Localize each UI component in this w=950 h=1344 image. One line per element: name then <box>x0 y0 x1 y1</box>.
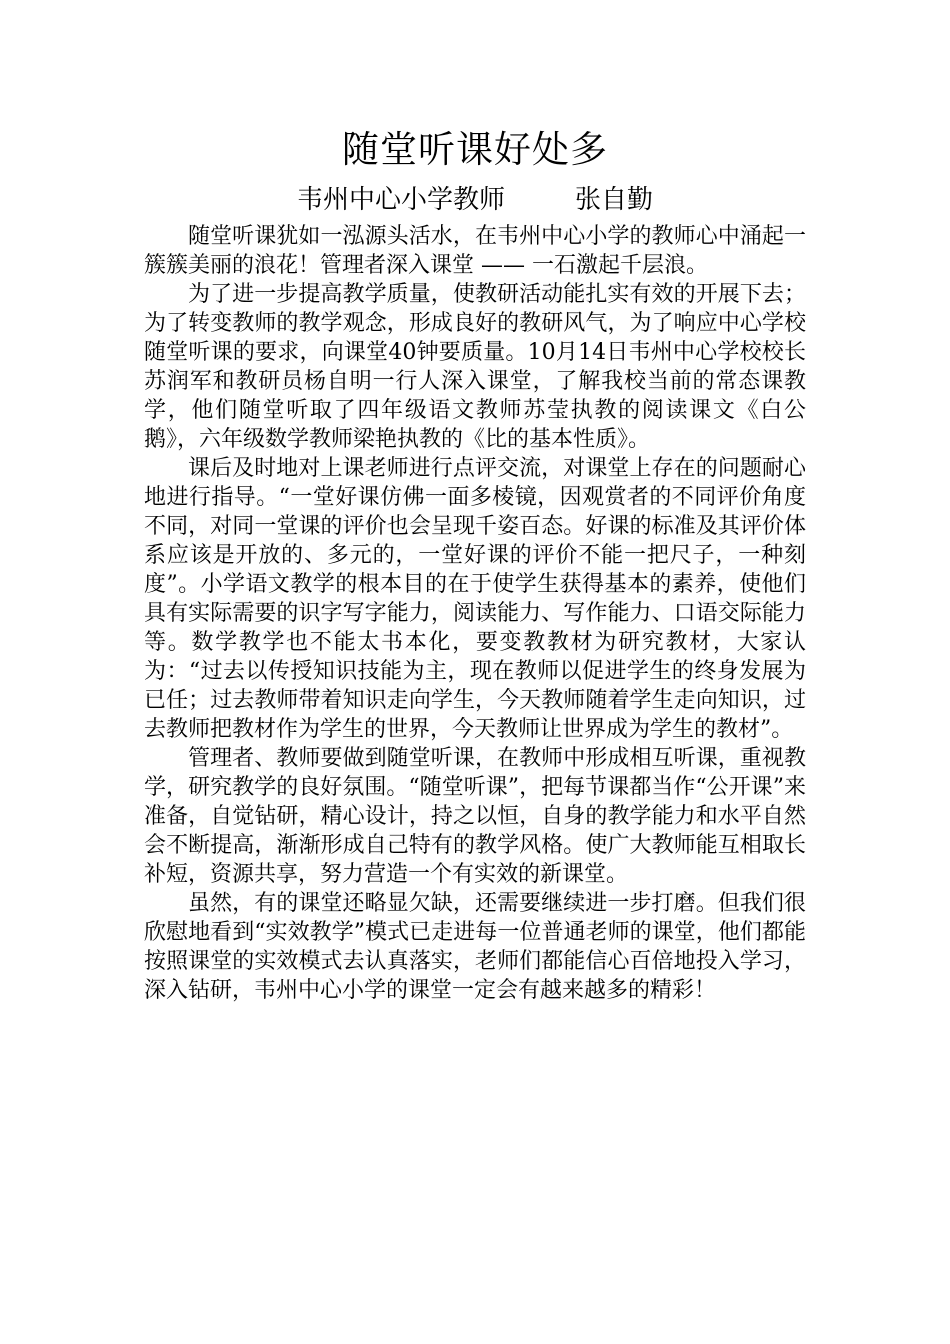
paragraph-3: 课后及时地对上课老师进行点评交流，对课堂上存在的问题耐心地进行指导。“一堂好课仿佛一面多棱镜，因观赏者的不同评价角度不同，对同一堂课的评价也会呈现千姿百态。好课的标准及其评价体系应该是开放的、多元的，一堂好课的评价不能一把尺子，一种刻度”。小学语文教学的根本目的在于使学生获得基本的素养，使他们具有实际需要的识字写字能力，阅读能力、写作能力、口语交际能力等。数学教学也不能太书本化，要变教教材为研究教材，大家认为：“过去以传授知识技能为主，现在教师以促进学生的终身发展为已任；过去教师带着知识走向学生，今天教师随着学生走向知识，过去教师把教材作为学生的世界，今天教师让世界成为学生的教材”。 <box>144 456 806 742</box>
document-page <box>144 124 806 1005</box>
paragraph-4: 管理者、教师要做到随堂听课，在教师中形成相互听课，重视教学，研究教学的良好氛围。“随堂听课”，把每节课都当作“公开课”来准备，自觉钻研，精心设计，持之以恒，自身的教学能力和水平自然会不断提高，渐渐形成自己特有的教学风格。使广大教师能互相取长补短，资源共享，努力营造一个有实效的新课堂。 <box>144 746 806 887</box>
paragraph-1: 随堂听课犹如一泓源头活水，在韦州中心小学的教师心中涌起一簇簇美丽的浪花！管理者深入课堂 —— 一石激起千层浪。 <box>144 224 806 278</box>
document-title: 随堂听课好处多 <box>342 128 608 171</box>
paragraph-2: 为了进一步提高教学质量，使教研活动能扎实有效的开展下去；为了转变教师的教学观念，形成良好的教研风气，为了响应中心学校随堂听课的要求，向课堂40钟要质量。10月14日韦州中心学校校长苏润军和教研员杨自明一行人深入课堂，了解我校当前的常态课教学，他们随堂听取了四年级语文教师苏莹执教的阅读课文《白公鹅》，六年级数学教师梁艳执教的《比的基本性质》。 <box>144 282 806 452</box>
paragraph-5: 虽然，有的课堂还略显欠缺，还需要继续进一步打磨。但我们很欣慰地看到“实效教学”模式已走进每一位普通老师的课堂，他们都能按照课堂的实效模式去认真落实，老师们都能信心百倍地投入学习，深入钻研，韦州中心小学的课堂一定会有越来越多的精彩！ <box>144 891 806 1003</box>
byline-school: 韦州中心小学教师 <box>296 185 505 215</box>
byline-author: 张自勤 <box>575 185 654 215</box>
byline <box>144 182 806 218</box>
